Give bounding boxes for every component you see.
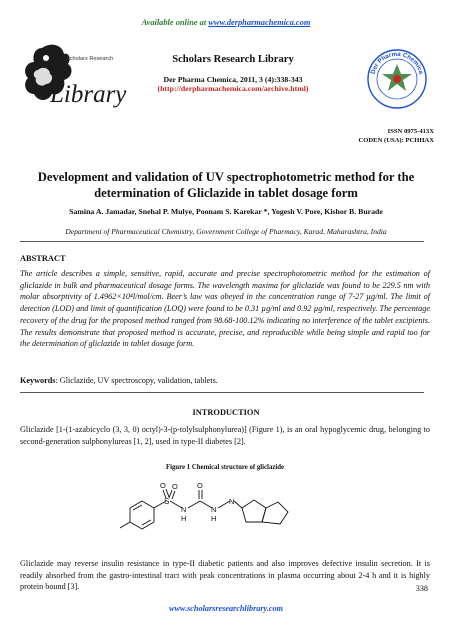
abstract-heading: ABSTRACT	[20, 254, 66, 263]
svg-text:Scholars Research: Scholars Research	[66, 56, 114, 62]
available-online-line	[0, 18, 452, 27]
abstract-text: The article describes a simple, sensitive, rapid, accurate and precise spectrophotometric method for the estimation of gliclazide in bulk and pharmaceutical dosage forms. The wavelength maxima for gliclazide was found to be 229.5 nm with molar absorptivity of 1.4962×10⁴l/mol/cm. Beer’s law was obeyed in the concentration range of 7-27 µg/ml. The limit of detection (LOD) and limit of quantification (LOQ) were found to be 0.31 µg/ml and 0.92 µg/ml, respectively. The percentage recovery of the drug for the proposed method ranged from 98.68-100.12% indicating no interference of the tablet excipients. The results demonstrate that proposed method is accurate, precise, and reproducible while being simple and rapid too for the determination of gliclazide in tablet dosage form.	[20, 269, 430, 349]
svg-text:Library: Library	[50, 81, 127, 108]
author-affiliation: Department of Pharmaceutical Chemistry, Government College of Pharmacy, Karad, Maharashtra, India	[65, 227, 387, 236]
article-title: Development and validation of UV spectrophotometric method for the determination of Gliclazide in tablet dosage form	[37, 170, 415, 201]
journal-archive-url[interactable]: (http://derpharmachemica.com/archive.html)	[157, 84, 309, 93]
footer-site-link[interactable]: www.scholarsresearchlibrary.com	[168, 604, 284, 613]
author-list: Samina A. Jamadar, Snehal P. Mulye, Poonam S. Karekar *, Yogesh V. Pore, Kishor B. Burade	[69, 207, 383, 216]
scholars-research-library-logo	[20, 40, 130, 118]
page-number: 338	[415, 584, 428, 593]
journal-site-link[interactable]: www.derpharmachemica.com	[208, 18, 311, 27]
oxygen-atom-label: O	[172, 482, 178, 491]
coden-code: CODEN (USA): PCHHAX	[358, 136, 434, 144]
amide-nitrogen-label: N	[181, 505, 187, 514]
gliclazide-structure-figure	[108, 478, 344, 546]
urea-nitrogen-label: N	[211, 505, 217, 514]
introduction-heading: INTRODUCTION	[192, 408, 260, 417]
oxygen-atom-label: O	[160, 481, 166, 490]
journal-header	[18, 40, 434, 150]
keywords-line	[20, 376, 430, 385]
urea-hydrogen-label: H	[211, 514, 217, 523]
figure-1-caption: Figure 1 Chemical structure of gliclazide	[165, 464, 285, 471]
journal-citation: Der Pharma Chemica, 2011, 3 (4):338-343	[163, 75, 303, 84]
introduction-paragraph-2: Gliclazide may reverse insulin resistance in type-II diabetic patients and also improves defective insulin secretion. It is readily absorbed from the gastro-intestinal tract with peak concentrations in plasma occurring about 2-4 h and it is highly protein bound [3].	[20, 559, 430, 592]
publisher-block	[138, 54, 328, 93]
keywords-label: Keywords	[20, 376, 56, 385]
issn-number: ISSN 0975-413X	[387, 128, 434, 135]
publisher-name: Scholars Research Library	[172, 54, 294, 65]
introduction-paragraph-1: Gliclazide [1-(1-azabicyclo (3, 3, 0) octyl)-3-(p-tolylsulphonylurea)] (Figure 1), is an oral hypoglycemic drug, belonging to second-generation sulphonylureas [1, 2], used in type-II diabetes [2].	[20, 425, 430, 446]
svg-text:Der Pharma Chemica: Der Pharma Chemica	[369, 50, 425, 75]
abstract-divider	[20, 392, 424, 393]
ring-nitrogen-label: N	[229, 497, 235, 506]
keywords-list: : Gliclazide, UV spectroscopy, validation, tablets.	[55, 376, 218, 385]
issn-block	[359, 128, 434, 146]
amide-hydrogen-label: H	[181, 514, 187, 523]
header-divider	[20, 241, 424, 242]
sulfur-atom-label: S	[164, 497, 170, 506]
der-pharma-chemica-seal	[366, 48, 428, 110]
carbonyl-oxygen-label: O	[197, 481, 203, 490]
available-online-prefix: Available online at	[141, 18, 209, 27]
